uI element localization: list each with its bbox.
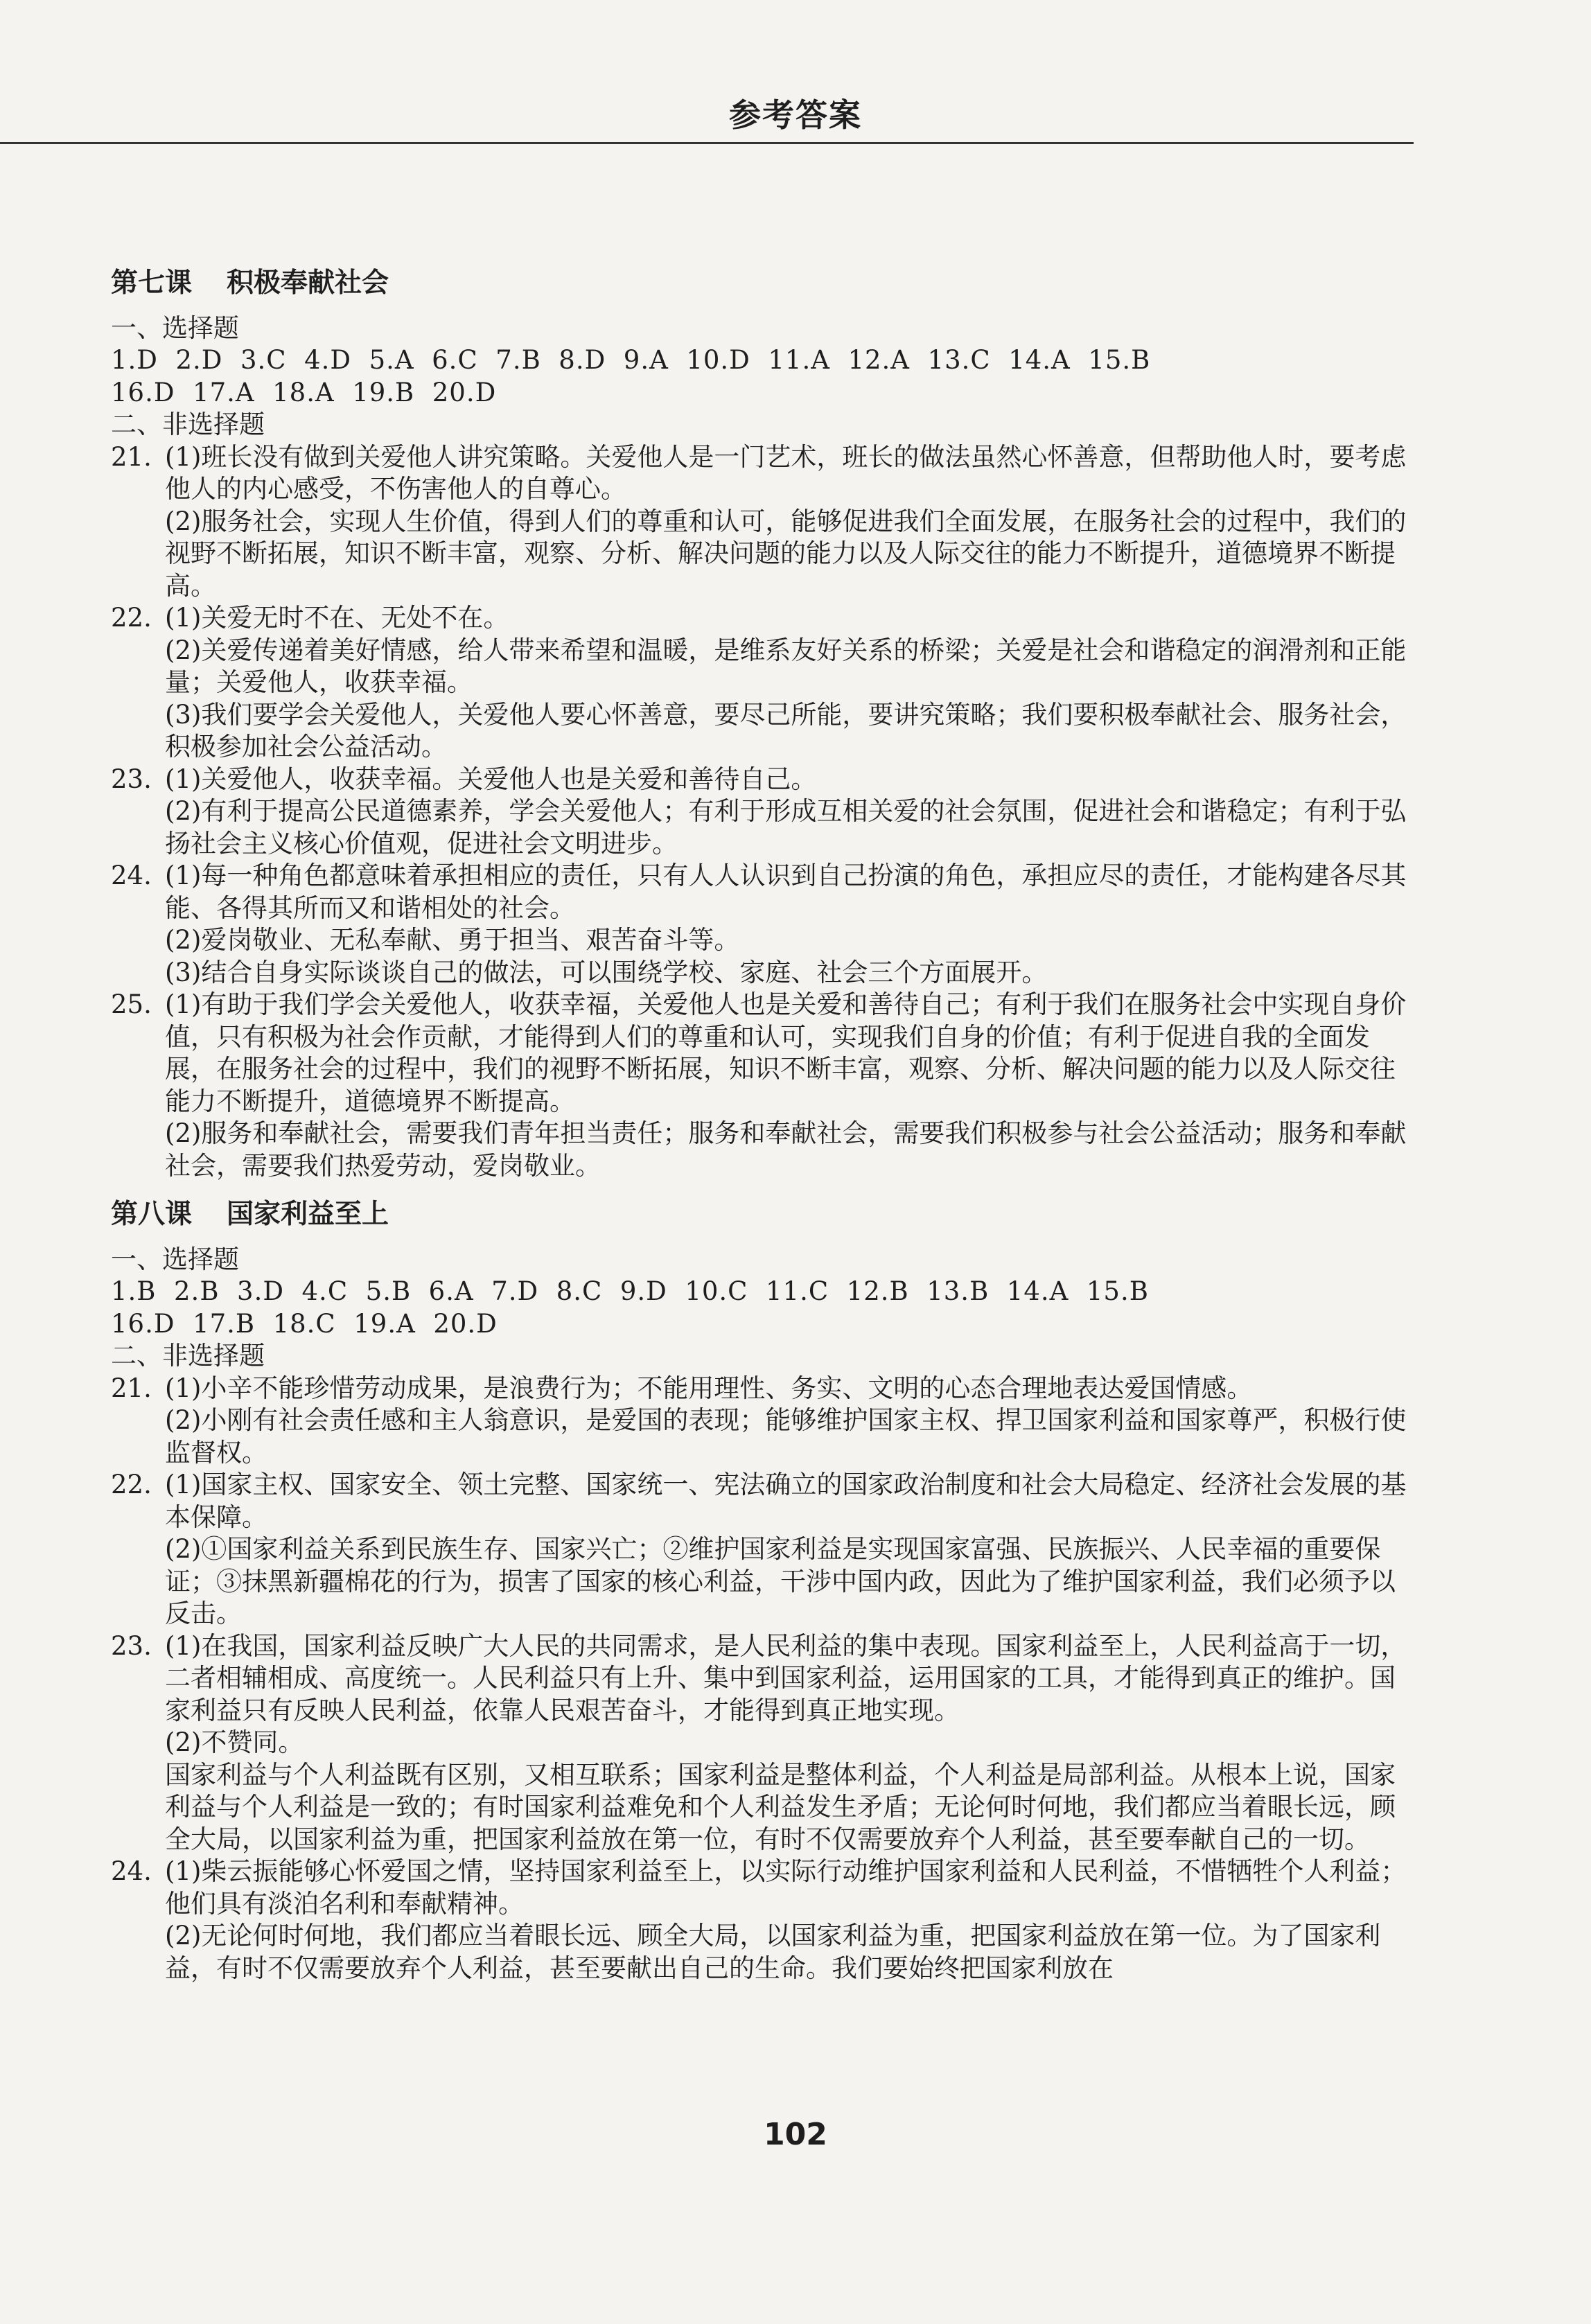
question-answer [111, 441, 1414, 603]
question-number: 22. [111, 1470, 152, 1499]
lesson-name: 积极奉献社会 [227, 267, 389, 299]
choice-section-label: 一、选择题 [111, 312, 239, 343]
lesson-name: 国家利益至上 [227, 1199, 389, 1230]
question-answer [111, 989, 1414, 1182]
question-number: 21. [111, 441, 152, 472]
lesson-block [111, 267, 1414, 1182]
answer-part: (2)爱岗敬业、无私奉献、勇于担当、艰苦奋斗等。 [165, 925, 740, 955]
answer-content [111, 256, 1414, 2001]
lesson-number: 第八课 [111, 1199, 193, 1230]
question-answer [111, 764, 1414, 861]
question-number: 22. [111, 603, 152, 633]
choice-answers-line: 1.B 2.B 3.D 4.C 5.B 6.A 7.D 8.C 9.D 10.C 11.C 12.B 13.B 14.A 15.B [111, 1276, 1149, 1306]
answer-part: (2)有利于提高公民道德素养，学会关爱他人；有利于形成互相关爱的社会氛围，促进社会和谐稳定；有利于弘扬社会主义核心价值观，促进社会文明进步。 [165, 796, 1407, 859]
answer-part: (2)关爱传递着美好情感，给人带来希望和温暖，是维系友好关系的桥梁；关爱是社会和谐稳定的润滑剂和正能量；关爱他人，收获幸福。 [165, 635, 1407, 697]
answer-part: (1)关爱无时不在、无处不在。 [165, 603, 509, 633]
answer-part: (1)班长没有做到关爱他人讲究策略。关爱他人是一门艺术，班长的做法虽然心怀善意，但帮助他人时，要考虑他人的内心感受，不伤害他人的自尊心。 [165, 441, 1407, 504]
question-answer [111, 1630, 1414, 1856]
page-number: 102 [764, 2117, 827, 2152]
choice-answers-line: 16.D 17.B 18.C 19.A 20.D [111, 1308, 498, 1339]
answer-part: (1)柴云振能够心怀爱国之情，坚持国家利益至上，以实际行动维护国家利益和人民利益，不惜牺牲个人利益；他们具有淡泊名利和奉献精神。 [165, 1856, 1407, 1919]
question-answer [111, 1373, 1414, 1470]
lesson-block [111, 1199, 1414, 1984]
answer-part: (1)每一种角色都意味着承担相应的责任，只有人人认识到自己扮演的角色，承担应尽的责任，才能构建各尽其能、各得其所而又和谐相处的社会。 [165, 861, 1407, 923]
choice-section-label: 一、选择题 [111, 1244, 239, 1274]
choice-answers-line: 16.D 17.A 18.A 19.B 20.D [111, 377, 497, 407]
question-number: 25. [111, 989, 152, 1019]
lesson-number: 第七课 [111, 267, 193, 299]
answer-part: (2)服务社会，实现人生价值，得到人们的尊重和认可，能够促进我们全面发展，在服务社会的过程中，我们的视野不断拓展，知识不断丰富，观察、分析、解决问题的能力以及人际交往的能力不断提升，道德境界不断提高。 [165, 506, 1407, 601]
answer-part: (1)在我国，国家利益反映广大人民的共同需求，是人民利益的集中表现。国家利益至上，人民利益高于一切，二者相辅相成、高度统一。人民利益只有上升、集中到国家利益，运用国家的工具，才能得到真正的维护。国家利益只有反映人民利益，依靠人民艰苦奋斗，才能得到真正地实现。 [165, 1630, 1407, 1725]
question-number: 23. [111, 1630, 152, 1661]
answer-part: (2)①国家利益关系到民族生存、国家兴亡；②维护国家利益是实现国家富强、民族振兴、人民幸福的重要保证；③抹黑新疆棉花的行为，损害了国家的核心利益，干涉中国内政，因此为了维护国家利益，我们必须予以反击。 [165, 1534, 1396, 1628]
question-number: 23. [111, 764, 152, 794]
answer-part: (2)无论何时何地，我们都应当着眼长远、顾全大局，以国家利益为重，把国家利益放在第一位。为了国家利益，有时不仅需要放弃个人利益，甚至要献出自己的生命。我们要始终把国家利放在 [165, 1921, 1381, 1983]
answer-part: (3)结合自身实际谈谈自己的做法，可以围绕学校、家庭、社会三个方面展开。 [165, 957, 1048, 987]
answer-part: (1)关爱他人，收获幸福。关爱他人也是关爱和善待自己。 [165, 764, 817, 794]
question-answer [111, 1469, 1414, 1630]
answer-part: (3)我们要学会关爱他人，关爱他人要心怀善意，要尽己所能，要讲究策略；我们要积极奉献社会、服务社会，积极参加社会公益活动。 [165, 699, 1407, 762]
answer-part: (1)小辛不能珍惜劳动成果，是浪费行为；不能用理性、务实、文明的心态合理地表达爱国情感。 [165, 1373, 1253, 1403]
answer-part: (2)小刚有社会责任感和主人翁意识，是爱国的表现；能够维护国家主权、捍卫国家利益和国家尊严，积极行使监督权。 [165, 1405, 1407, 1468]
question-answer [111, 860, 1414, 989]
lesson-title [111, 267, 1414, 300]
nonchoice-section-label: 二、非选择题 [111, 1341, 265, 1371]
header-rule [0, 142, 1414, 144]
header-title: 参考答案 [729, 96, 862, 134]
answer-part: 国家利益与个人利益既有区别，又相互联系；国家利益是整体利益，个人利益是局部利益。从根本上说，国家利益与个人利益是一致的；有时国家利益难免和个人利益发生矛盾；无论何时何地，我们都应当着眼长远，顾全大局，以国家利益为重，把国家利益放在第一位，有时不仅需要放弃个人利益，甚至要奉献自己的一切。 [165, 1759, 1396, 1854]
question-number: 24. [111, 1856, 152, 1886]
question-answer [111, 1856, 1414, 1984]
nonchoice-section-label: 二、非选择题 [111, 410, 265, 439]
answer-part: (2)不赞同。 [165, 1727, 304, 1757]
question-number: 24. [111, 861, 152, 890]
answer-part: (1)有助于我们学会关爱他人，收获幸福，关爱他人也是关爱和善待自己；有利于我们在服务社会中实现自身价值，只有积极为社会作贡献，才能得到人们的尊重和认可，实现我们自身的价值；有利于促进自我的全面发展，在服务社会的过程中，我们的视野不断拓展，知识不断丰富，观察、分析、解决问题的能力以及人际交往能力不断提升，道德境界不断提高。 [165, 989, 1407, 1116]
choice-answers-line: 1.D 2.D 3.C 4.D 5.A 6.C 7.B 8.D 9.A 10.D 11.A 12.A 13.C 14.A 15.B [111, 345, 1151, 375]
lesson-title [111, 1199, 1414, 1231]
answer-part: (2)服务和奉献社会，需要我们青年担当责任；服务和奉献社会，需要我们积极参与社会公益活动；服务和奉献社会，需要我们热爱劳动，爱岗敬业。 [165, 1118, 1407, 1181]
question-answer [111, 602, 1414, 764]
answer-part: (1)国家主权、国家安全、领土完整、国家统一、宪法确立的国家政治制度和社会大局稳定、经济社会发展的基本保障。 [165, 1470, 1407, 1532]
question-number: 21. [111, 1373, 152, 1403]
